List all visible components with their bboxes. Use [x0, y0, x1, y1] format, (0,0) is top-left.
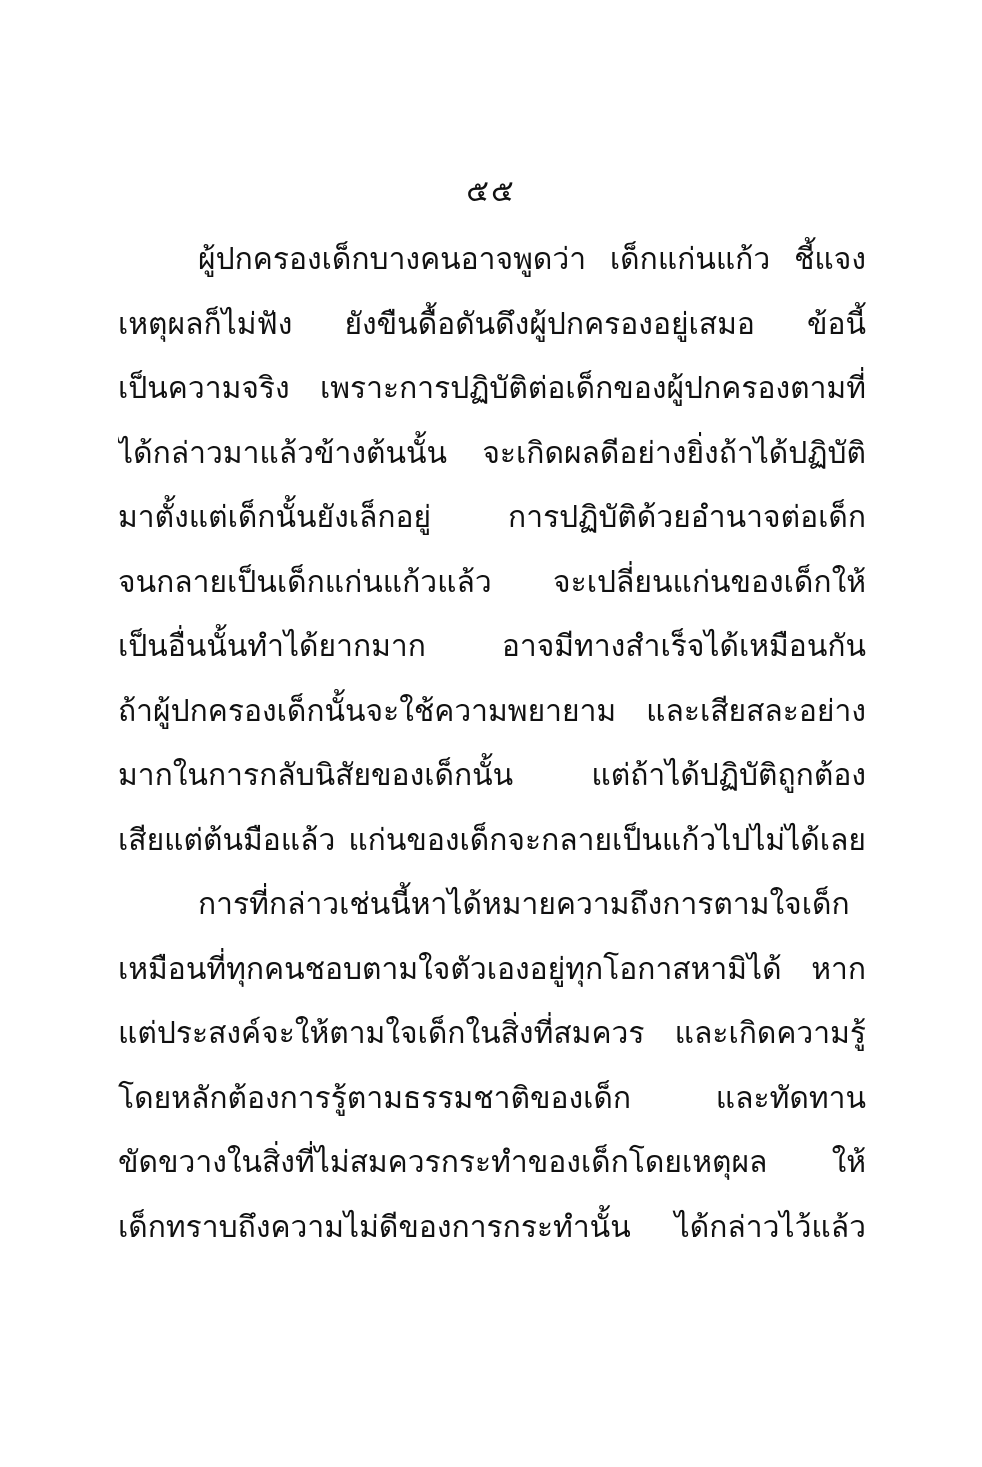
text-line: โดยหลักต้องการรู้ตามธรรมชาติของเด็ก และทัดทาน — [118, 1080, 866, 1116]
text-line: จนกลายเป็นเด็กแก่นแก้วแล้ว จะเปลี่ยนแก่นของเด็กให้ — [118, 564, 866, 600]
text-line: ผู้ปกครองเด็กบางคนอาจพูดว่า เด็กแก่นแก้ว ชี้แจง — [198, 242, 866, 277]
text-line: ขัดขวางในสิ่งที่ไม่สมควรกระทำของเด็กโดยเหตุผล ให้ — [118, 1145, 866, 1180]
text-line: ได้กล่าวมาแล้วข้างต้นนั้น จะเกิดผลดีอย่างยิ่งถ้าได้ปฏิบัติ — [118, 435, 866, 471]
text-line: การที่กล่าวเช่นนี้หาได้หมายความถึงการตามใจเด็ก — [198, 887, 850, 922]
text-line: เสียแต่ต้นมือแล้ว แก่นของเด็กจะกลายเป็นแก้วไปไม่ได้เลย — [118, 822, 866, 858]
text-line: มากในการกลับนิสัยของเด็กนั้น แต่ถ้าได้ปฏิบัติถูกต้อง — [118, 758, 866, 793]
text-line: เป็นความจริง เพราะการปฏิบัติต่อเด็กของผู้ปกครองตามที่ — [118, 371, 866, 406]
body-text — [118, 228, 866, 1260]
text-line: เป็นอื่นนั้นทำได้ยากมาก อาจมีทางสำเร็จได้เหมือนกัน — [118, 629, 866, 664]
text-line: แต่ประสงค์จะให้ตามใจเด็กในสิ่งที่สมควร และเกิดความรู้ — [118, 1016, 866, 1051]
text-line: ถ้าผู้ปกครองเด็กนั้นจะใช้ความพยายาม และเสียสละอย่าง — [118, 693, 866, 729]
text-line: มาตั้งแต่เด็กนั้นยังเล็กอยู่ การปฏิบัติด้วยอำนาจต่อเด็ก — [118, 500, 866, 535]
text-line: เหตุผลก็ไม่ฟัง ยังขืนดื้อดันดึงผู้ปกครองอยู่เสมอ ข้อนี้ — [118, 306, 866, 342]
text-line: เด็กทราบถึงความไม่ดีของการกระทำนั้น ได้กล่าวไว้แล้ว — [118, 1209, 866, 1245]
page-number: ๕๕ — [466, 174, 516, 209]
text-line: เหมือนที่ทุกคนชอบตามใจตัวเองอยู่ทุกโอกาสหามิได้ หาก — [118, 951, 866, 987]
